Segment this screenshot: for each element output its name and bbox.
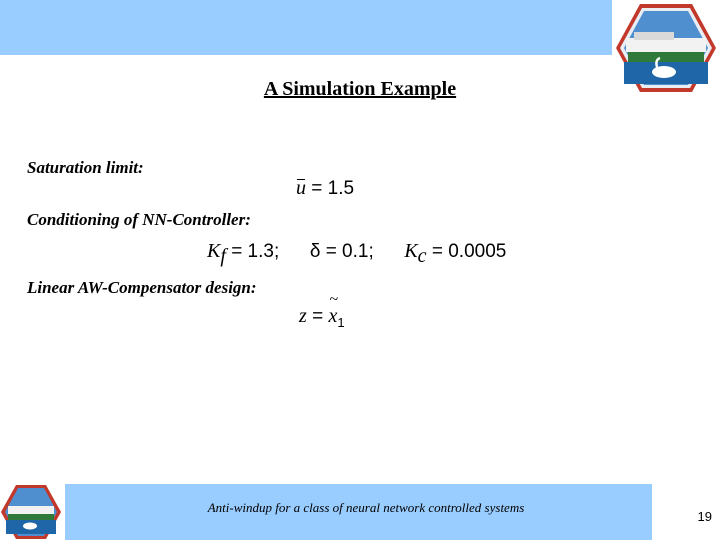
delta-symbol: δ [309, 241, 321, 262]
kc-subscript: c [417, 245, 427, 267]
saturation-equation [296, 177, 354, 200]
page-title: A Simulation Example [263, 78, 457, 100]
z-symbol: z [299, 305, 307, 327]
delta-value: = 0.1; [325, 241, 374, 262]
u-bar-symbol: u [296, 177, 306, 199]
conditioning-equation [207, 240, 507, 267]
footer-caption: Anti-windup for a class of neural network controlled systems [207, 500, 525, 515]
page-number: 19 [697, 509, 712, 524]
header-band [0, 0, 612, 55]
saturation-value: = 1.5 [311, 178, 355, 199]
conditioning-label: Conditioning of NN-Controller: [27, 210, 251, 229]
x-tilde-symbol: ~ x [328, 305, 337, 328]
kf-symbol: K [207, 240, 221, 262]
kc-value: = 0.0005 [431, 241, 507, 262]
kc-symbol: K [404, 240, 418, 262]
university-logo-small [0, 484, 62, 540]
saturation-limit-label: Saturation limit: [27, 158, 144, 177]
compensator-label: Linear AW-Compensator design: [27, 278, 257, 297]
compensator-equation [299, 305, 345, 328]
x-subscript: 1 [337, 315, 345, 330]
kf-subscript: f [220, 245, 226, 267]
equals-sign: = [312, 306, 324, 327]
kf-value: = 1.3; [231, 241, 280, 262]
